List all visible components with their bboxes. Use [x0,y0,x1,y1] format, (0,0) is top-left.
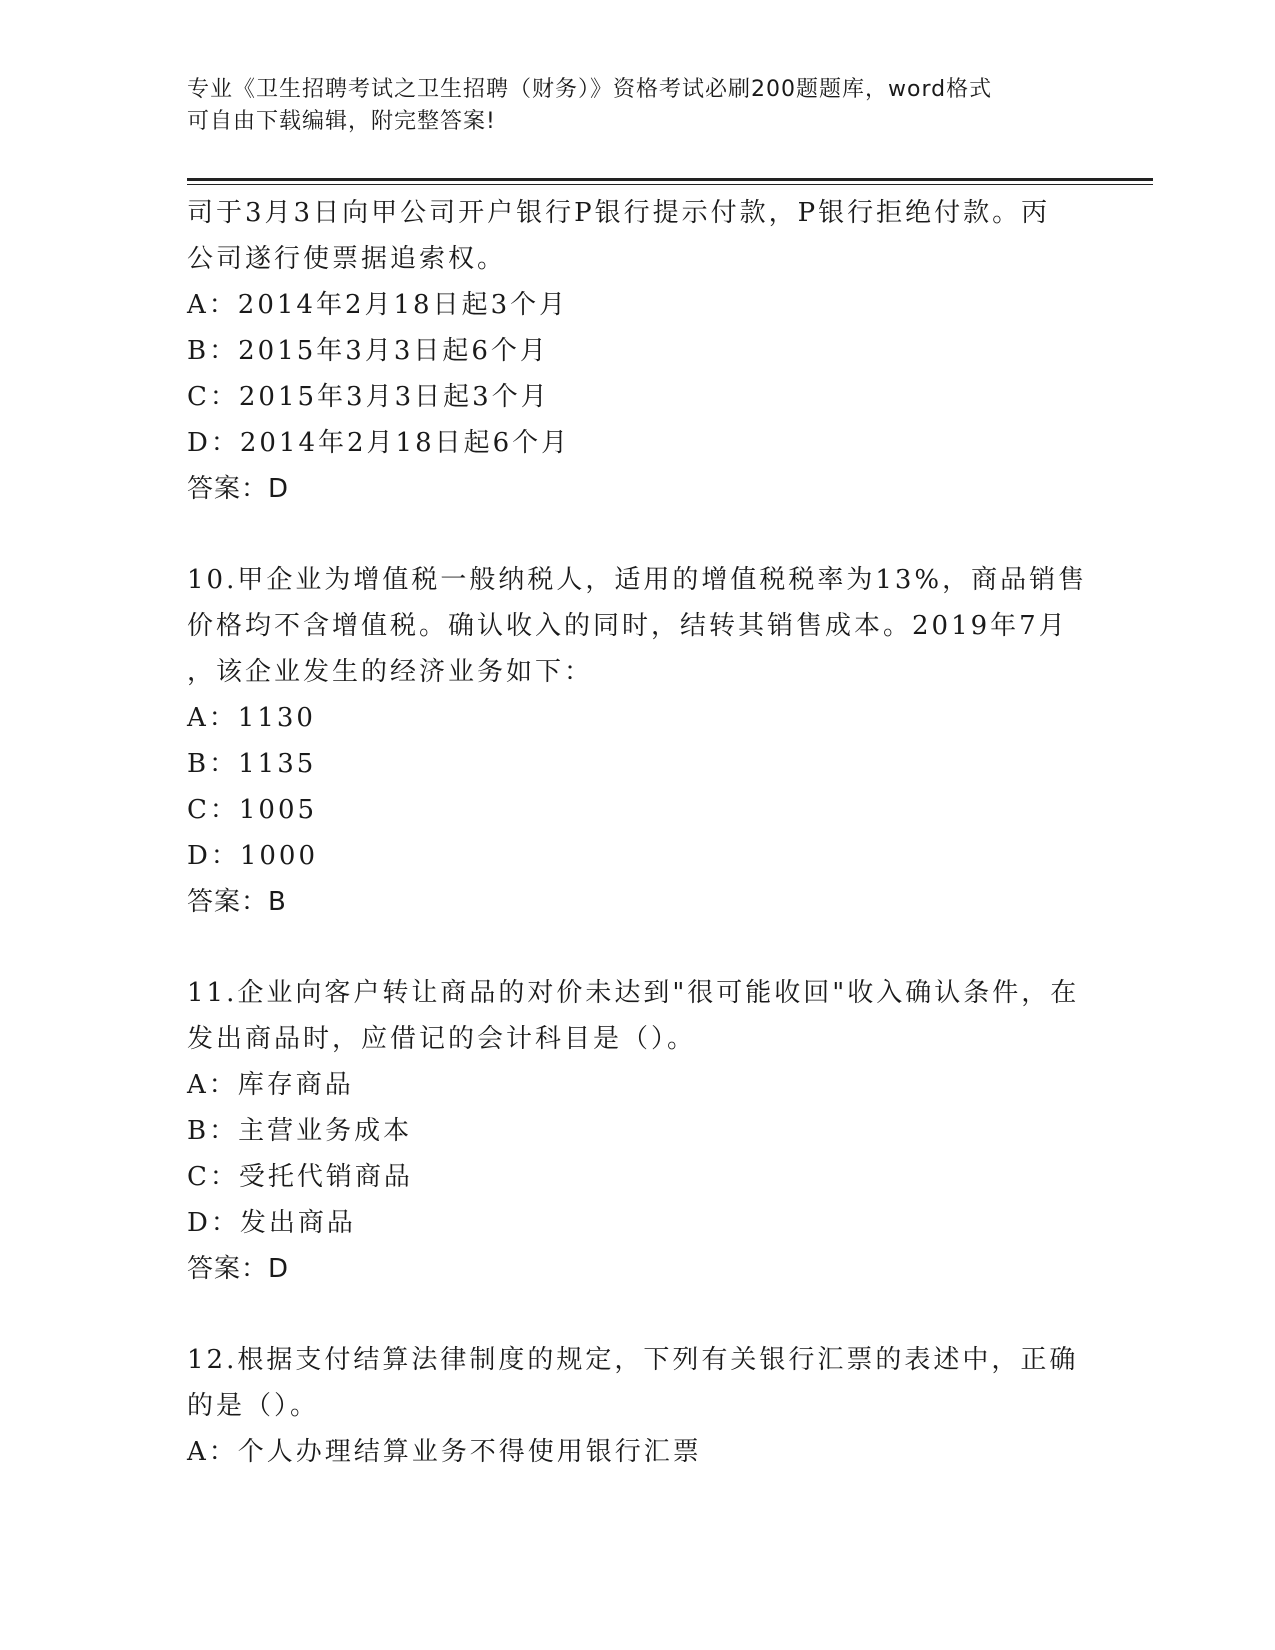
option-d: D：2014年2月18日起6个月 [187,428,571,458]
option-c: C：1005 [187,795,318,825]
question-text-line: 发出商品时，应借记的会计科目是（）。 [187,1024,697,1054]
answer: 答案：D [187,1254,290,1284]
question-12 [187,1337,1087,1475]
option-a: A：2014年2月18日起3个月 [187,290,569,320]
option-c: C：2015年3月3日起3个月 [187,382,550,412]
question-text-line: 的是（）。 [187,1391,320,1421]
question-text-line: 司于3月3日向甲公司开户银行P银行提示付款，P银行拒绝付款。丙 [187,198,1051,228]
answer: 答案：B [187,887,287,917]
question-9-continued [187,190,1087,512]
option-d: D：1000 [187,841,319,871]
question-text-line: ，该企业发生的经济业务如下： [187,657,594,687]
header-line-1: 专业《卫生招聘考试之卫生招聘（财务）》资格考试必刷200题题库，word格式 [187,77,993,102]
question-11 [187,970,1087,1292]
option-c: C：受托代销商品 [187,1162,413,1192]
option-a: A：1130 [187,703,316,733]
option-a: A：库存商品 [187,1070,354,1100]
option-b: B：主营业务成本 [187,1116,413,1146]
option-d: D：发出商品 [187,1208,356,1238]
question-list [187,190,1087,1475]
question-text-line: 11.企业向客户转让商品的对价未达到"很可能收回"收入确认条件，在 [187,978,1080,1008]
option-a: A：个人办理结算业务不得使用银行汇票 [187,1437,702,1467]
option-b: B：2015年3月3日起6个月 [187,336,549,366]
question-text-line: 10.甲企业为增值税一般纳税人，适用的增值税税率为13%，商品销售 [187,565,1088,595]
answer: 答案：D [187,474,290,504]
document-header [187,74,1087,138]
question-text-line: 价格均不含增值税。确认收入的同时，结转其销售成本。2019年7月 [187,611,1068,641]
header-divider-thin [187,184,1153,185]
option-b: B：1135 [187,749,317,779]
header-line-2: 可自由下载编辑，附完整答案! [187,109,496,134]
question-text-line: 公司遂行使票据追索权。 [187,244,507,274]
question-text-line: 12.根据支付结算法律制度的规定，下列有关银行汇票的表述中，正确 [187,1345,1079,1375]
question-10 [187,557,1087,925]
header-divider-thick [187,178,1153,181]
